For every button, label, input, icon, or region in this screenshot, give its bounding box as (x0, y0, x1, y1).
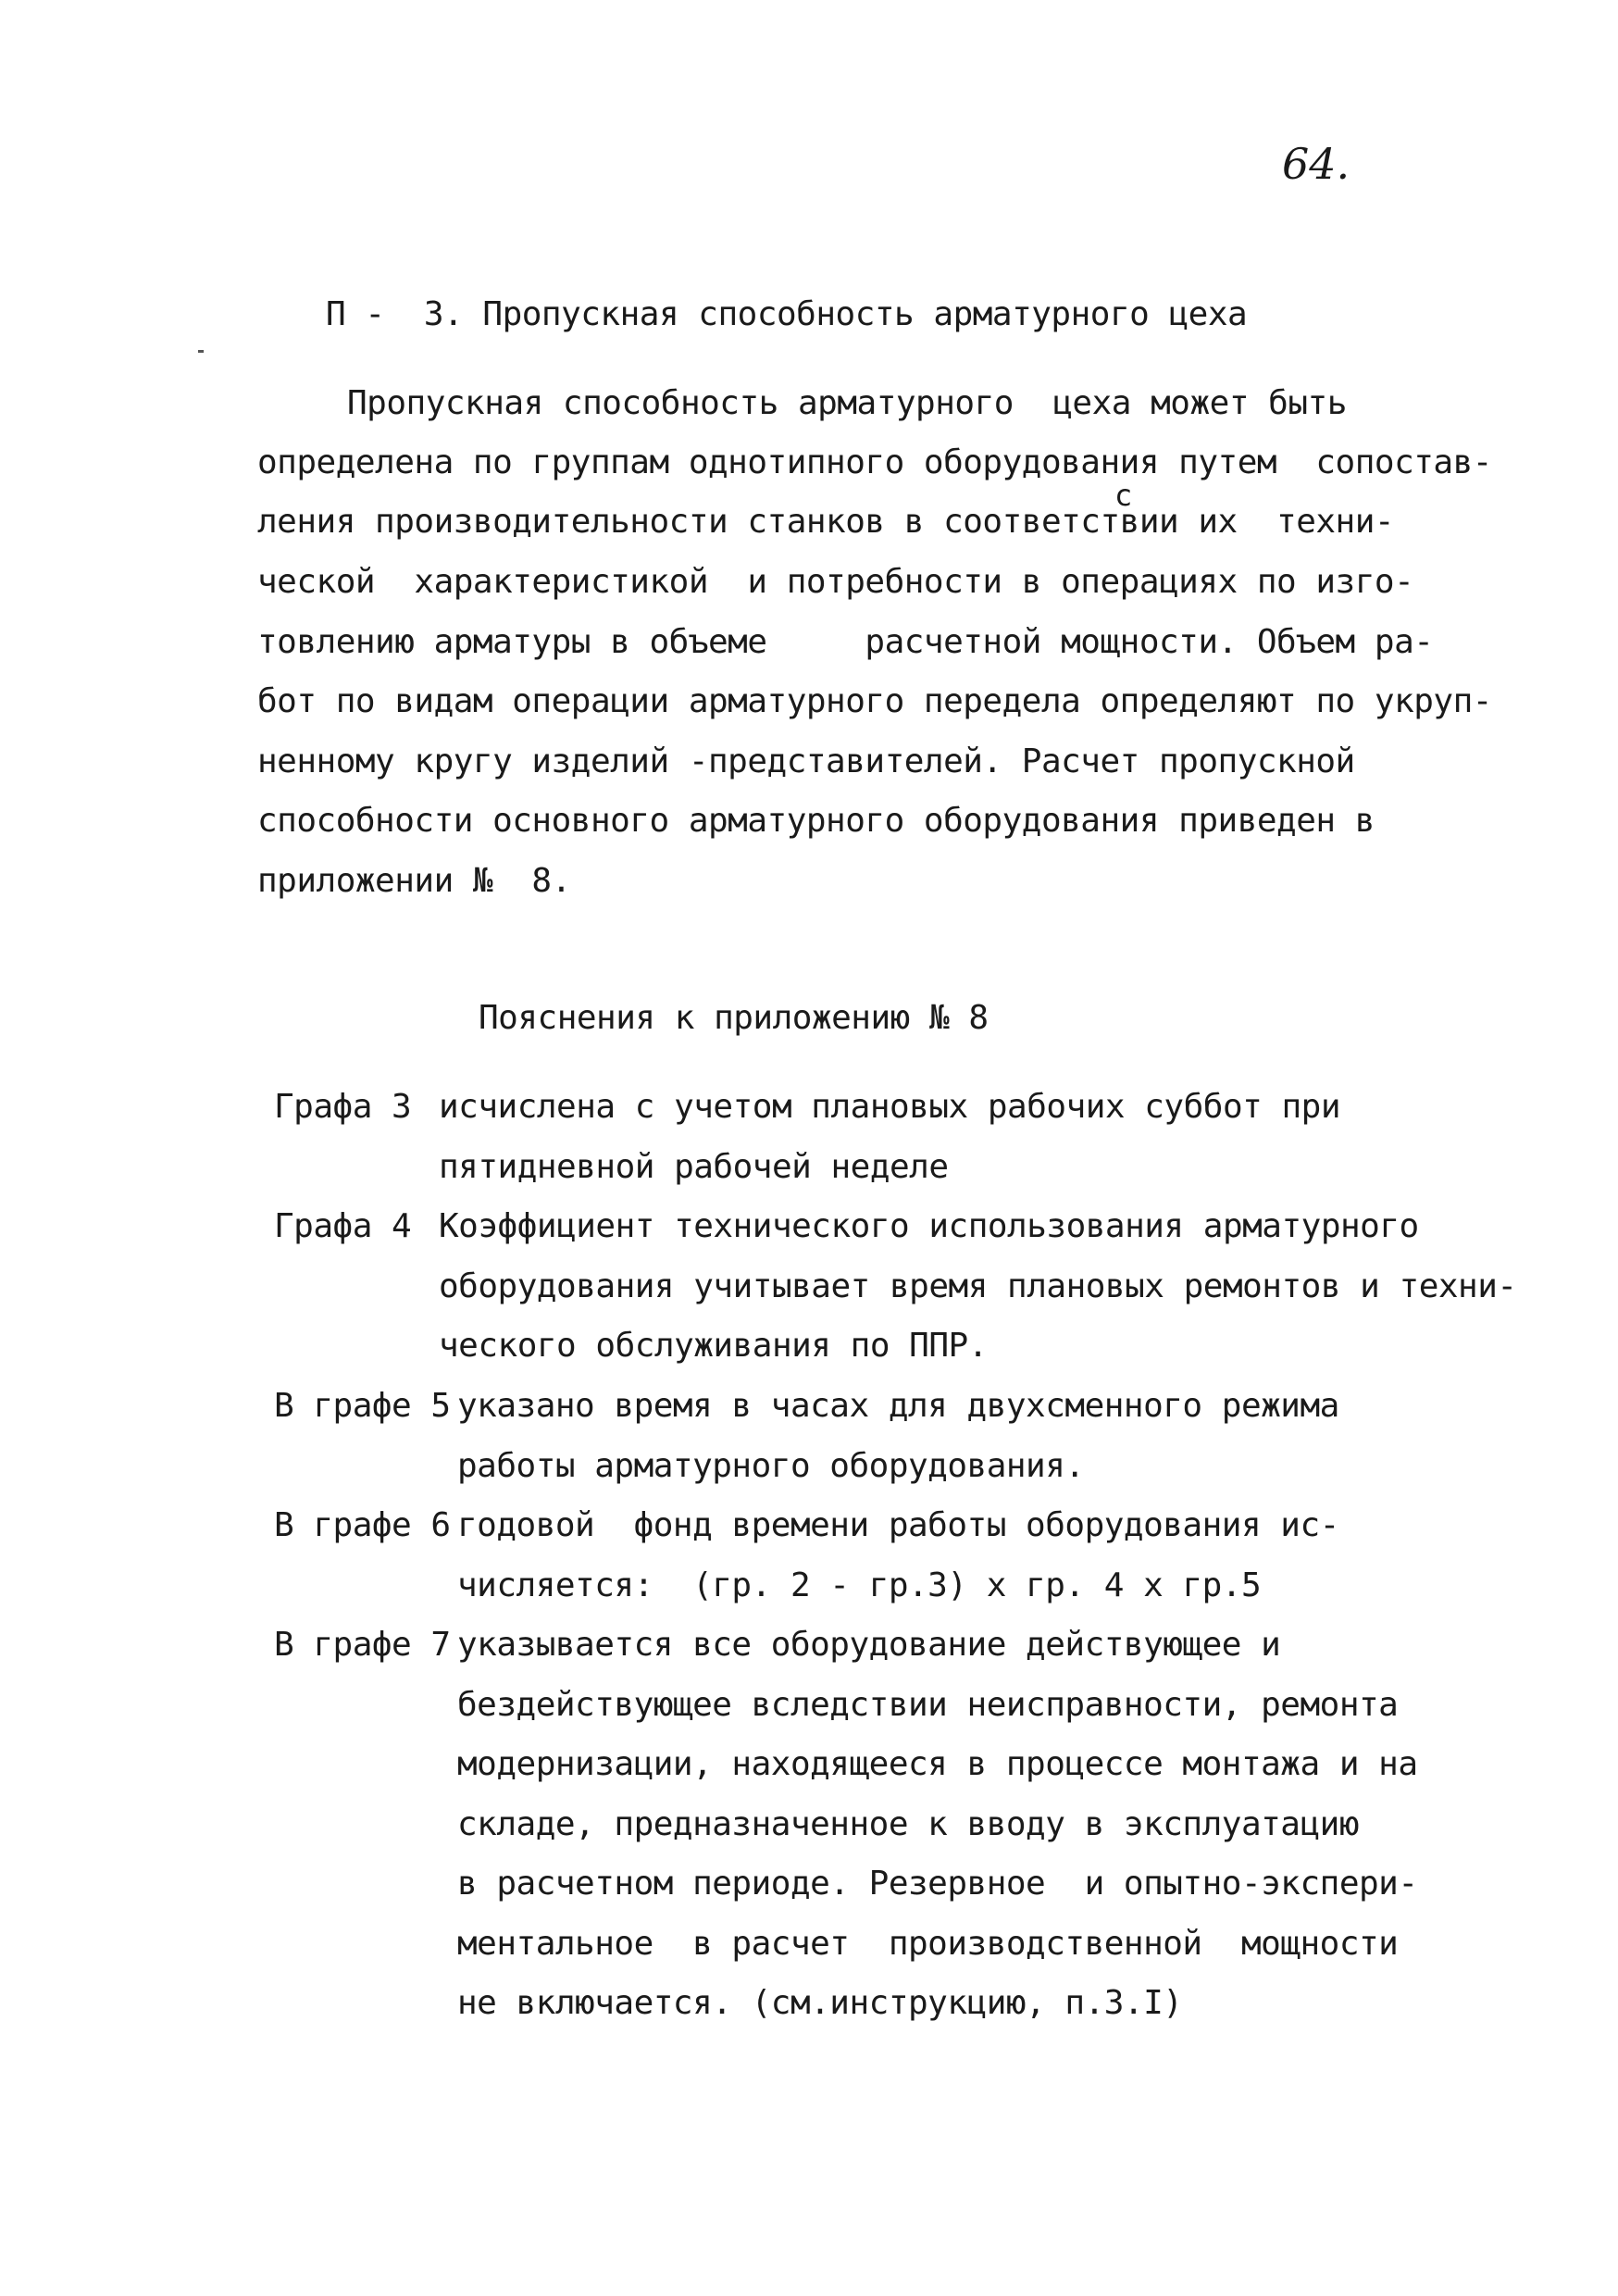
paragraph-line: товлению арматуры в объеме расчетной мощности. Объем ра- (257, 623, 1434, 661)
explanation-line: ментальное в расчет производственной мощности (457, 1925, 1399, 1963)
explanation-line: модернизации, находящееся в процессе монтажа и на (457, 1745, 1418, 1783)
explanation-line: Коэффициент технического использования арматурного (439, 1207, 1419, 1245)
paragraph-line: ления производительности станков в соответствии их техни- (257, 503, 1395, 541)
explanation-line: в расчетном периоде. Резервное и опытно-экспери- (457, 1865, 1418, 1903)
paragraph-line: определена по группам однотипного оборудования путем сопостав- (257, 443, 1492, 481)
explanation-label: Графа 3 (274, 1088, 412, 1126)
explanation-label: В графе 7 (274, 1626, 451, 1664)
explanation-line: указано время в часах для двухсменного режима (457, 1387, 1339, 1425)
paragraph-line: способности основного арматурного оборудования приведен в (257, 802, 1375, 840)
paragraph-line: ческой характеристикой и потребности в операциях по изго- (257, 563, 1414, 601)
explanation-line: бездействующее вследствии неисправности, ремонта (457, 1686, 1399, 1724)
explanation-label: Графа 4 (274, 1207, 412, 1245)
paragraph-line: приложении № 8. (257, 862, 571, 900)
explanation-line: складе, предназначенное к вводу в эксплуатацию (457, 1805, 1359, 1843)
explanation-line: годовой фонд времени работы оборудования ис- (457, 1506, 1339, 1544)
explanation-line: указывается все оборудование действующее и (457, 1626, 1281, 1664)
explanation-line: не включается. (см.инструкцию, п.3.I) (457, 1984, 1183, 2022)
explanation-line: числяется: (гр. 2 - гр.3) х гр. 4 х гр.5 (457, 1566, 1262, 1604)
stray-mark (198, 350, 204, 353)
explanation-line: пятидневной рабочей неделе (439, 1148, 949, 1186)
paragraph-line: ненному кругу изделий -представителей. Расчет пропускной (257, 742, 1355, 780)
explanation-label: В графе 6 (274, 1506, 451, 1544)
explanations-heading: Пояснения к приложению № 8 (479, 999, 989, 1037)
explanation-line: работы арматурного оборудования. (457, 1447, 1085, 1485)
paragraph-line: Пропускная способность арматурного цеха может быть (347, 384, 1347, 422)
page-number: 64. (1282, 139, 1350, 189)
explanation-line: оборудования учитывает время плановых ремонтов и техни- (439, 1267, 1517, 1305)
explanation-label: В графе 5 (274, 1387, 451, 1425)
explanation-line: исчислена с учетом плановых рабочих суббот при (439, 1088, 1340, 1126)
section-heading: П - 3. Пропускная способность арматурного цеха (326, 295, 1248, 333)
paragraph-line: бот по видам операции арматурного передела определяют по укруп- (257, 682, 1492, 720)
explanation-line: ческого обслуживания по ППР. (439, 1327, 988, 1365)
insert-correction: с (1114, 478, 1132, 513)
